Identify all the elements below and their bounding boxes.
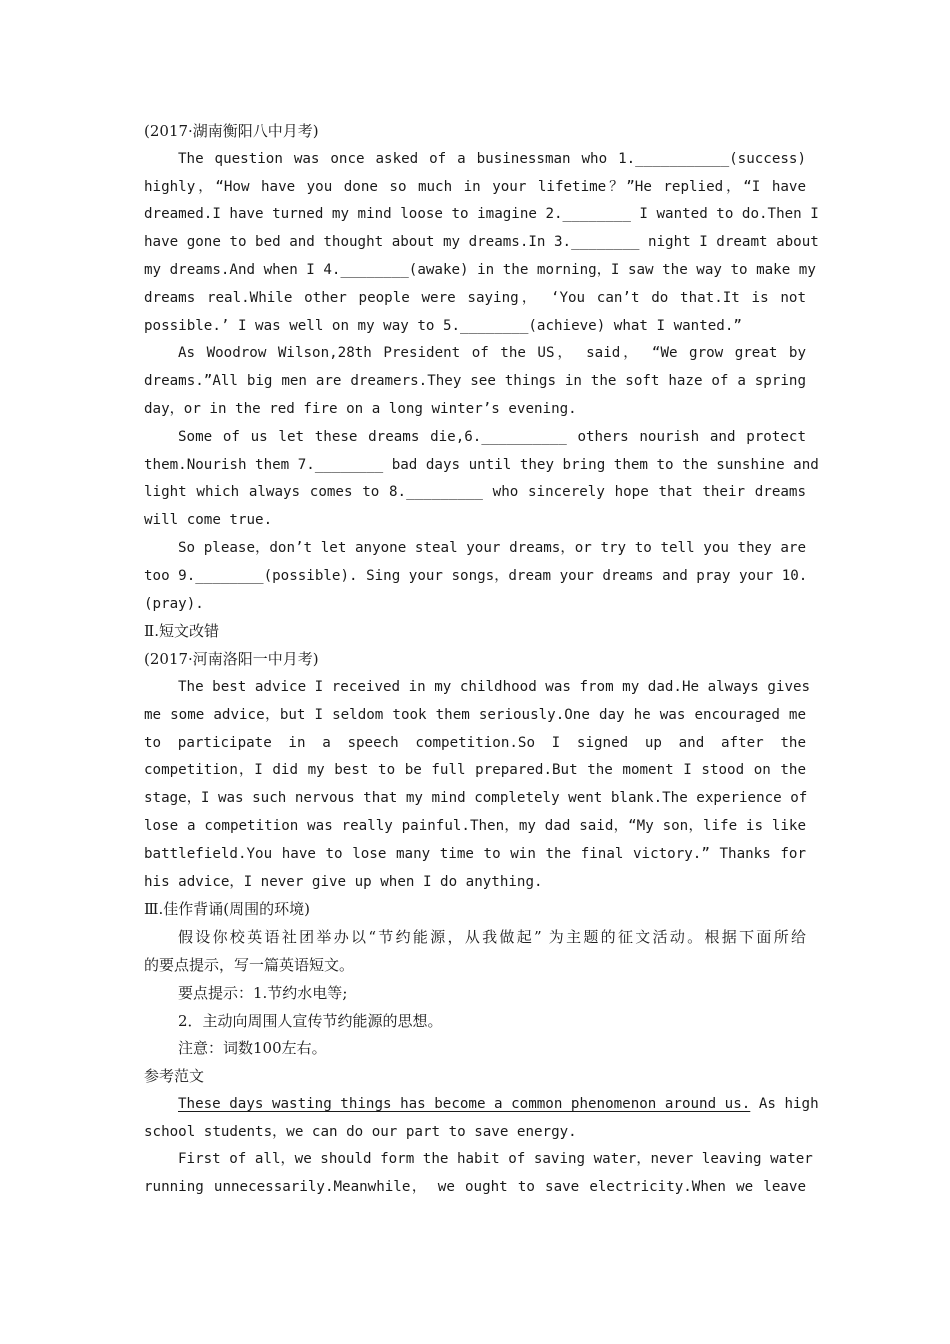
writing-prompt bbox=[144, 924, 806, 980]
text-line: possible.’ I was well on my way to 5.________(achieve) what I wanted.” bbox=[144, 317, 742, 334]
correction-section-title: Ⅱ.短文改错 bbox=[144, 622, 219, 641]
text-line: me some advice，but I seldom took them seriously.One day he was encouraged me bbox=[144, 706, 806, 723]
point-line: 要点提示：1.节约水电等; bbox=[178, 983, 348, 1002]
cloze-source-heading: (2017·湖南衡阳八中月考) bbox=[144, 122, 319, 140]
text-line: competition，I did my best to be full prepared.But the moment I stood on the bbox=[144, 762, 806, 779]
text-line: The question was once asked of a businessman who 1.___________(success) bbox=[178, 150, 806, 167]
point-line: 2．主动向周围人宣传节约能源的思想。 bbox=[178, 1011, 443, 1030]
text-line: stage，I was such nervous that my mind completely went blank.The experience of bbox=[144, 790, 808, 807]
text-line: running unnecessarily.Meanwhile， we ought to save electricity.When we leave bbox=[144, 1179, 806, 1196]
text-line: light which always comes to 8._________ who sincerely hope that their dreams bbox=[144, 484, 806, 501]
sample-essay-title: 参考范文 bbox=[144, 1067, 205, 1086]
text-line: As Woodrow Wilson,28th President of the US， said， “We grow great by bbox=[178, 345, 806, 362]
text-line: dreamed.I have turned my mind loose to imagine 2.________ I wanted to do.Then I bbox=[144, 206, 819, 223]
text-line: First of all，we should form the habit of saving water，never leaving water bbox=[178, 1151, 813, 1168]
text-line: Some of us let these dreams die,6.__________ others nourish and protect bbox=[178, 428, 806, 445]
text-line: The best advice I received in my childhood was from my dad.He always gives bbox=[178, 678, 811, 695]
text-line bbox=[144, 1091, 819, 1119]
text-line: highly，“How have you done so much in your lifetime？”He replied，“I have bbox=[144, 178, 806, 195]
cloze-paragraph-4 bbox=[144, 535, 806, 618]
text-line: day，or in the red fire on a long winter’s evening. bbox=[144, 400, 577, 417]
text-line: his advice，I never give up when I do anything. bbox=[144, 873, 543, 890]
text-line: lose a competition was really painful.Then，my dad said，“My son，life is like bbox=[144, 817, 806, 834]
text-line: dreams real.While other people were saying， ‘You can’t do that.It is not bbox=[144, 289, 806, 306]
writing-points bbox=[144, 980, 806, 1063]
text-line: too 9.________(possible). Sing your songs，dream your dreams and pray your 10. bbox=[144, 567, 808, 584]
cloze-paragraph-2 bbox=[144, 340, 806, 423]
underlined-topic-sentence: These days wasting things has become a common phenomenon around us. bbox=[178, 1095, 751, 1112]
text-line: battlefield.You have to lose many time to win the final victory.” Thanks for bbox=[144, 845, 806, 862]
document-page bbox=[144, 118, 819, 1202]
sample-paragraph-1 bbox=[144, 1091, 819, 1147]
cloze-paragraph-3 bbox=[144, 424, 819, 535]
point-line: 注意：词数100左右。 bbox=[178, 1039, 327, 1058]
text-line: So please，don’t let anyone steal your dreams，or try to tell you they are bbox=[178, 539, 806, 556]
text-line: dreams.”All big men are dreamers.They see things in the soft haze of a spring bbox=[144, 373, 806, 390]
text-span: As high bbox=[750, 1095, 819, 1112]
cloze-paragraph-1 bbox=[144, 146, 819, 341]
writing-section-title: Ⅲ.佳作背诵(周围的环境) bbox=[144, 900, 310, 919]
prompt-line: 假设你校英语社团举办以“节约能源，从我做起” 为主题的征文活动。根据下面所给 bbox=[178, 928, 806, 947]
text-line: will come true. bbox=[144, 512, 273, 529]
text-line: (pray). bbox=[144, 595, 204, 612]
correction-source-heading: (2017·河南洛阳一中月考) bbox=[144, 650, 319, 669]
sample-paragraph-2 bbox=[144, 1146, 813, 1202]
text-line: school students，we can do our part to save energy. bbox=[144, 1123, 577, 1140]
text-line: my dreams.And when I 4.________(awake) in the morning，I saw the way to make my bbox=[144, 261, 816, 278]
text-line: have gone to bed and thought about my dreams.In 3.________ night I dreamt about bbox=[144, 234, 819, 251]
text-line: them.Nourish them 7.________ bad days until they bring them to the sunshine and bbox=[144, 456, 819, 473]
prompt-line: 的要点提示，写一篇英语短文。 bbox=[144, 955, 355, 974]
correction-paragraph bbox=[144, 674, 811, 896]
text-line: to participate in a speech competition.So I signed up and after the bbox=[144, 734, 806, 751]
